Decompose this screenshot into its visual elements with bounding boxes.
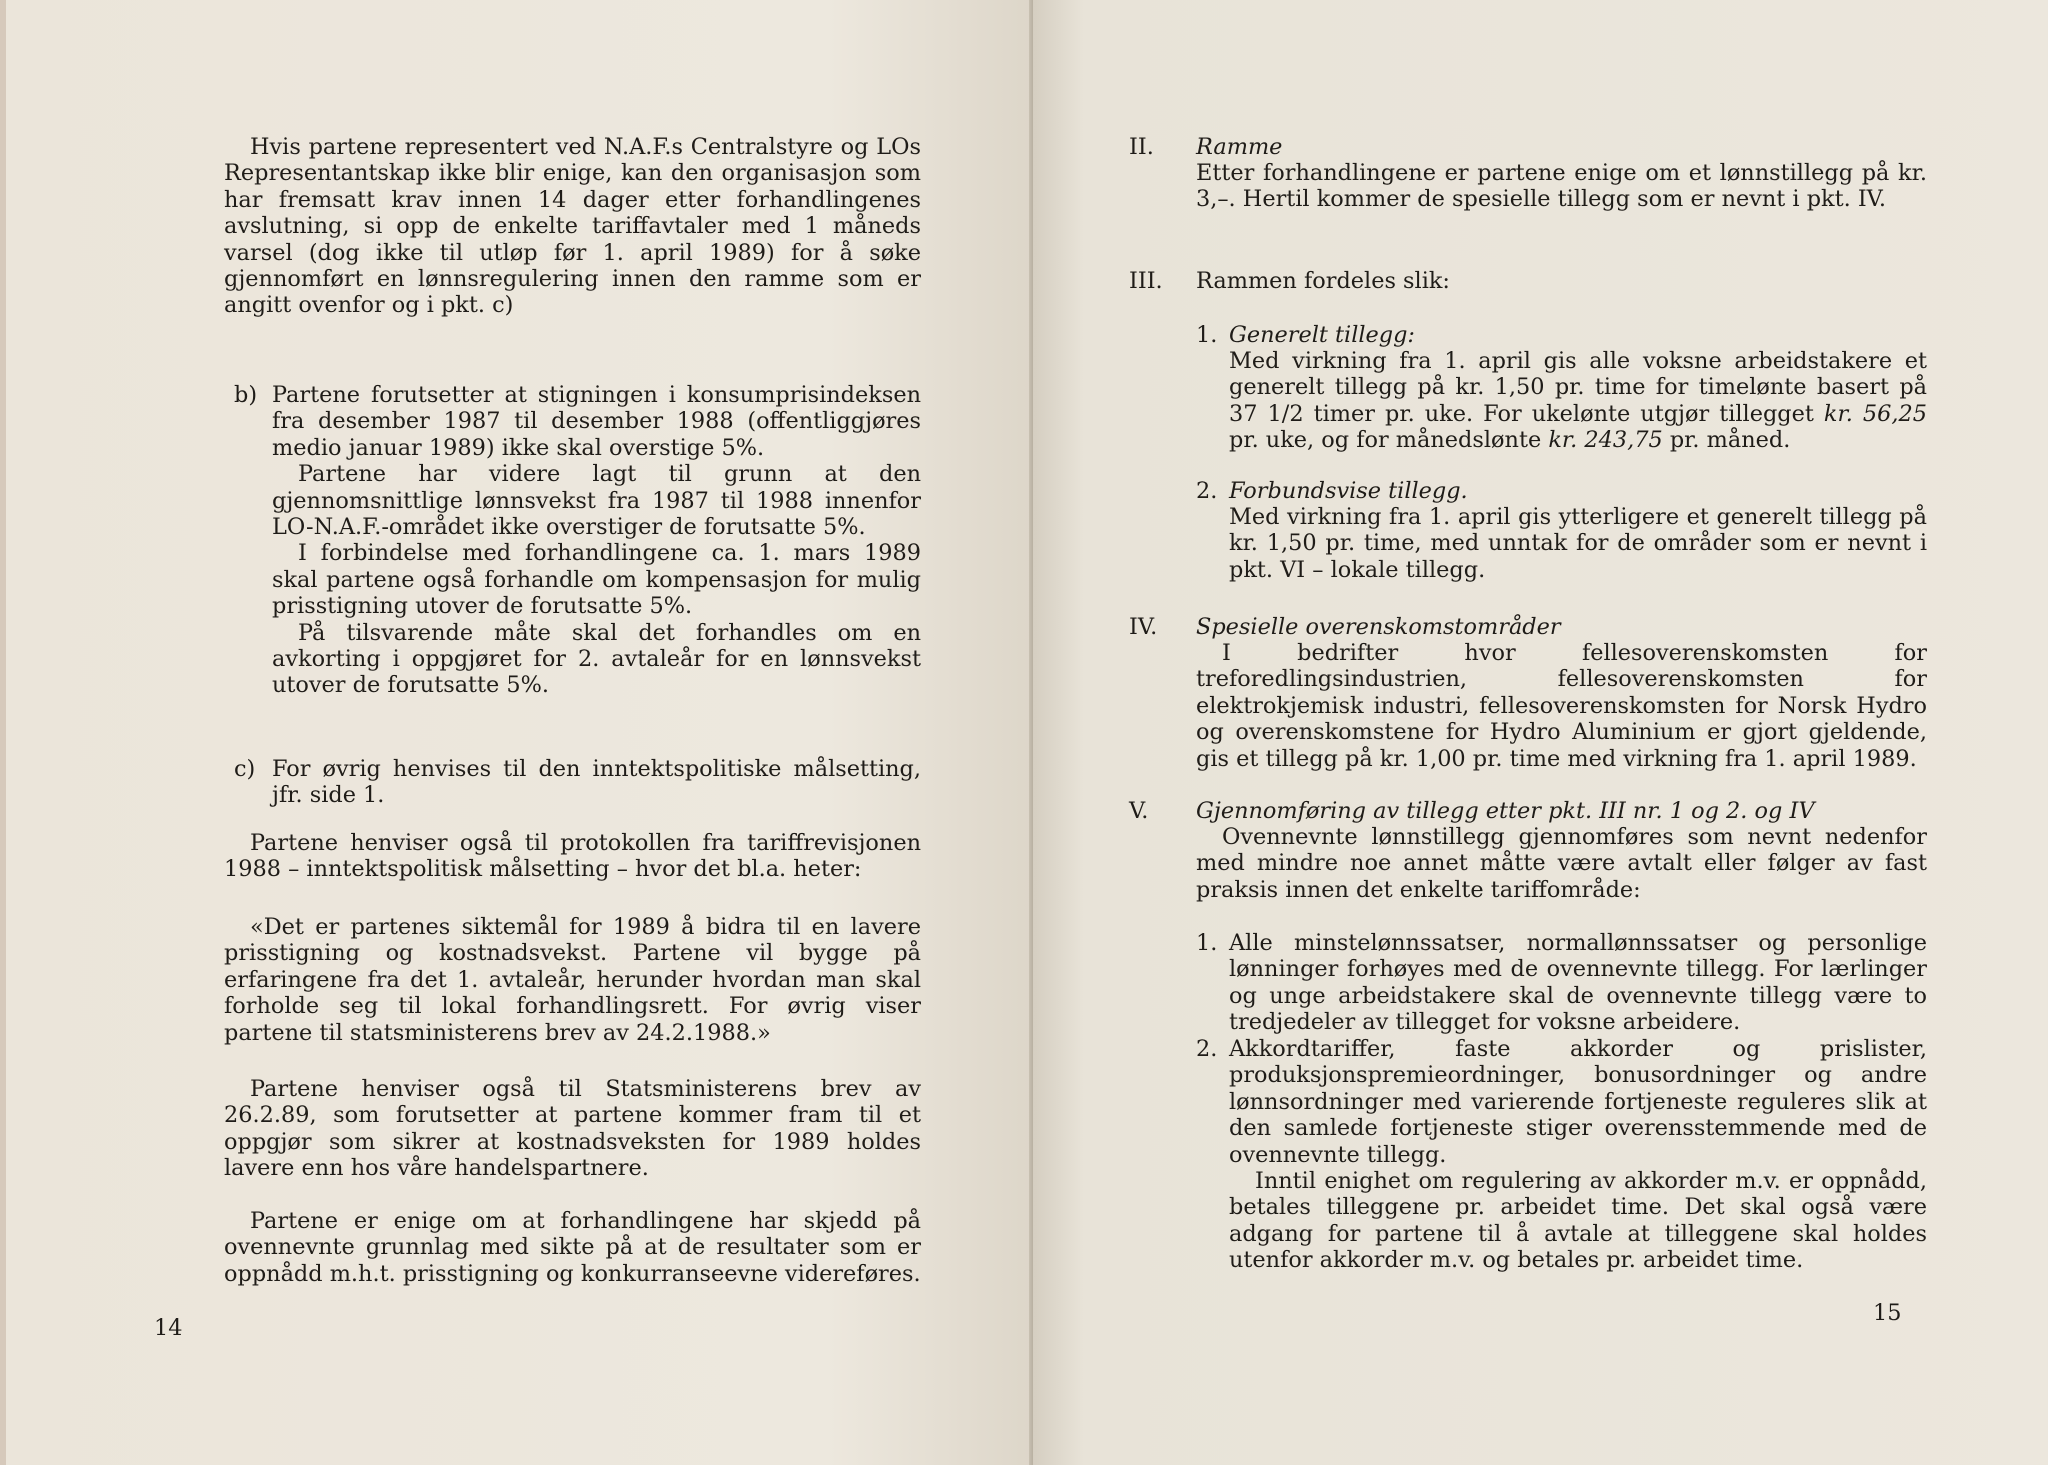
item-b-label: b) bbox=[234, 382, 258, 408]
section-2-text-block bbox=[1196, 160, 1927, 213]
page-number-right: 15 bbox=[1873, 1300, 1902, 1326]
item-c-block bbox=[272, 756, 921, 809]
section-5-1-number: 1. bbox=[1196, 930, 1218, 956]
section-4-text: I bedrifter hvor fellesoverenskomsten for treforedlingsindustrien, fellesoverenskomsten for elektrokjemisk industri, fellesoverenskomsten for Norsk Hydro og overenskomstene for Hydro Aluminium er gjort gjeldende, gis et tillegg på kr. 1,00 pr. time med virkning fra 1. april 1989. bbox=[1196, 640, 1927, 772]
section-3-1-block bbox=[1229, 348, 1927, 454]
section-3-2-title: Forbundsvise tillegg. bbox=[1229, 478, 1468, 504]
protokoll-paragraph: Partene henviser også til protokollen fra tariffrevisjonen 1988 – inntektspolitisk målsetting – hvor det bl.a. heter: bbox=[224, 830, 921, 883]
section-5-1-block bbox=[1229, 930, 1927, 1036]
section-4-block bbox=[1196, 640, 1927, 772]
section-2-title: Ramme bbox=[1196, 134, 1283, 160]
section-2-text: Etter forhandlingene er partene enige om et lønnstillegg på kr. 3,–. Hertil kommer de spesielle tillegg som er nevnt i pkt. IV. bbox=[1196, 160, 1927, 213]
enige-block bbox=[224, 1208, 921, 1287]
section-3-number: III. bbox=[1129, 268, 1163, 294]
brev-paragraph: Partene henviser også til Statsministerens brev av 26.2.89, som forutsetter at partene kommer fram til et oppgjør som sikrer at kostnadsveksten for 1989 holdes lavere enn hos våre handelspartnere. bbox=[224, 1076, 921, 1182]
section-5-2-block bbox=[1229, 1036, 1927, 1274]
section-3-1-number: 1. bbox=[1196, 322, 1218, 348]
section-5-2-text-2: Inntil enighet om regulering av akkorder m.v. er oppnådd, betales tilleggene pr. arbeidet time. Det skal også være adgang for partene til å avtale at tilleggene skal holdes utenfor akkorder m.v. og betales pr. arbeidet time. bbox=[1229, 1168, 1927, 1274]
protokoll-block bbox=[224, 830, 921, 883]
intro-paragraph: Hvis partene representert ved N.A.F.s Centralstyre og LOs Representantskap ikke blir enige, kan den organisasjon som har fremsatt krav innen 14 dager etter forhandlingenes avslutning, si opp de enkelte tariffavtaler med 1 måneds varsel (dog ikke til utløp før 1. april 1989) for å søke gjennomført en lønnsregulering innen den ramme som er angitt ovenfor og i pkt. c) bbox=[224, 134, 921, 319]
item-b-paragraph-2: Partene har videre lagt til grunn at den gjennomsnittlige lønnsvekst fra 1987 til 1988 innenfor LO-N.A.F.-området ikke overstiger de forutsatte 5%. bbox=[272, 461, 921, 541]
weekly-amount: kr. 56,25 bbox=[1823, 400, 1927, 427]
monthly-amount: kr. 243,75 bbox=[1548, 427, 1663, 454]
section-3-1-title: Generelt tillegg: bbox=[1229, 322, 1415, 348]
section-5-2-number: 2. bbox=[1196, 1036, 1218, 1062]
section-3-1-text: Med virkning fra 1. april gis alle voksne arbeidstakere et generelt tillegg på kr. 1,50 pr. time for timelønte basert på 37 1/2 timer pr. uke. For ukelønte utgjør tillegget kr. 56,25 pr. uke, og for månedslønte kr. 243,75 pr. måned. bbox=[1229, 348, 1927, 454]
item-b-paragraph-1: Partene forutsetter at stigningen i konsumprisindeksen fra desember 1987 til desember 1988 (offentliggjøres medio januar 1989) ikke skal overstige 5%. bbox=[272, 382, 921, 461]
item-b-block bbox=[272, 382, 921, 699]
section-5-block bbox=[1196, 824, 1927, 903]
section-3-2-text: Med virkning fra 1. april gis ytterligere et generelt tillegg på kr. 1,50 pr. time, med unntak for de områder som er nevnt i pkt. VI – lokale tillegg. bbox=[1229, 504, 1927, 583]
section-5-1-text: Alle minstelønnssatser, normallønnssatser og personlige lønninger forhøyes med de ovennevnte tillegg. For lærlinger og unge arbeidstakere skal de ovennevnte tillegg være to tredjedeler av tillegget for voksne arbeidere. bbox=[1229, 930, 1927, 1036]
section-4-number: IV. bbox=[1129, 614, 1158, 640]
page-edge-shadow bbox=[0, 0, 6, 1465]
section-3-2-number: 2. bbox=[1196, 478, 1218, 504]
section-5-title: Gjennomføring av tillegg etter pkt. III nr. 1 og 2. og IV bbox=[1196, 798, 1815, 824]
item-c-label: c) bbox=[234, 756, 256, 782]
item-b-paragraph-3: I forbindelse med forhandlingene ca. 1. mars 1989 skal partene også forhandle om kompensasjon for mulig prisstigning utover de forutsatte 5%. bbox=[272, 540, 921, 620]
right-page bbox=[1033, 0, 2048, 1465]
enige-paragraph: Partene er enige om at forhandlingene har skjedd på ovennevnte grunnlag med sikte på at de resultater som er oppnådd m.h.t. prisstigning og konkurranseevne videreføres. bbox=[224, 1208, 921, 1287]
section-5-2-text: Akkordtariffer, faste akkorder og prislister, produksjonspremieordninger, bonusordninger og andre lønnsordninger med varierende fortjeneste reguleres slik at den samlede fortjeneste stiger overensstemmende med de ovennevnte tillegg. bbox=[1229, 1036, 1927, 1168]
section-4-title: Spesielle overenskomstområder bbox=[1196, 614, 1561, 640]
page-number-left: 14 bbox=[154, 1315, 183, 1341]
brev-block bbox=[224, 1076, 921, 1182]
quote-block bbox=[224, 914, 921, 1046]
section-3-2-block bbox=[1229, 504, 1927, 583]
item-b-paragraph-4: På tilsvarende måte skal det forhandles om en avkorting i oppgjøret for 2. avtaleår for en lønnsvekst utover de forutsatte 5%. bbox=[272, 619, 921, 699]
section-3-text: Rammen fordeles slik: bbox=[1196, 268, 1450, 294]
intro-paragraph-block bbox=[224, 134, 921, 319]
section-5-number: V. bbox=[1129, 798, 1149, 824]
section-2-number: II. bbox=[1129, 134, 1154, 160]
section-5-text: Ovennevnte lønnstillegg gjennomføres som nevnt nedenfor med mindre noe annet måtte være avtalt eller følger av fast praksis innen det enkelte tariffområde: bbox=[1196, 824, 1927, 903]
quote-paragraph: «Det er partenes siktemål for 1989 å bidra til en lavere prisstigning og kostnadsvekst. Partene vil bygge på erfaringene fra det 1. avtaleår, herunder hvordan man skal forholde seg til lokal forhandlingsrett. For øvrig viser partene til statsministerens brev av 24.2.1988.» bbox=[224, 914, 921, 1046]
item-c-paragraph: For øvrig henvises til den inntektspolitiske målsetting, jfr. side 1. bbox=[272, 756, 921, 809]
